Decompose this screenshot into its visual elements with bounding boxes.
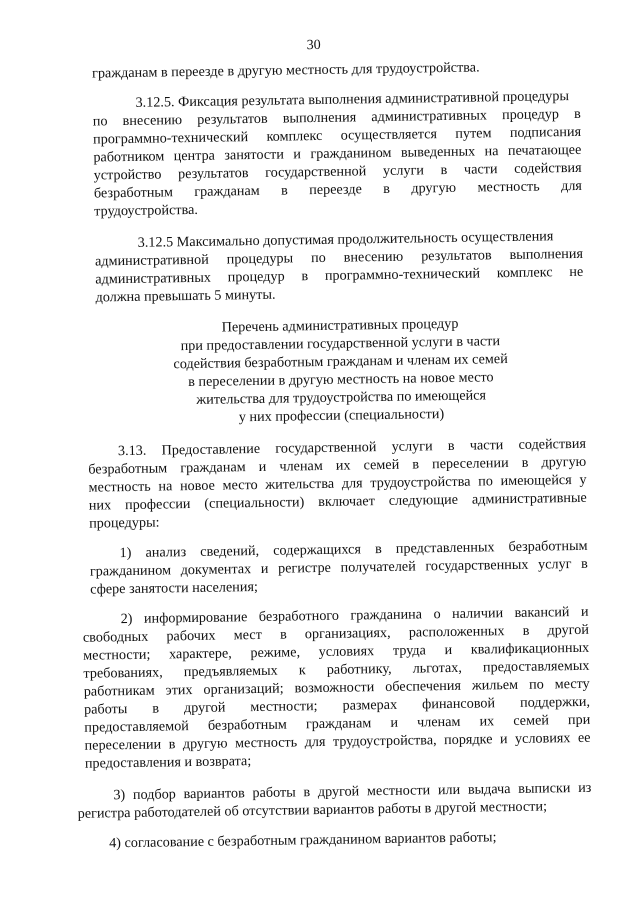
text-line: процедуры:: [89, 514, 160, 532]
text-line: безработным гражданам в переезде в другую местность для: [93, 177, 583, 202]
text-line: свободных рабочих мест в организациях, расположенных в другой: [82, 621, 589, 646]
text-line: должна превышать 5 минуты.: [95, 286, 276, 306]
text-line: гражданином документах и регистре получателей государственных услуг в: [89, 555, 588, 580]
text-line: предоставляемой безработным гражданам и членам их семей при: [84, 711, 591, 736]
text-line: административных процедур в программно-технический комплекс не: [95, 263, 584, 288]
text-line: работникам этих организаций; возможности обеспечения жильем по месту: [83, 675, 590, 700]
text-line: 3.12.5. Фиксация результата выполнения административной процедуры: [135, 88, 570, 111]
text-line: 2) информирование безработного гражданина о наличии вакансий и: [120, 603, 589, 628]
text-line: сфере занятости населения;: [90, 578, 258, 598]
heading-line: жительства для трудоустройства по имеющейся: [196, 387, 487, 408]
text-line: местности; характере, режиме, условиях труда и квалификационных: [83, 639, 590, 664]
text-line: регистра работодателей об отсутствии вариантов работы в другой местности;: [77, 798, 548, 822]
heading-line: в переселении в другую местность на новое место: [188, 369, 494, 391]
text-line: трудоустройства.: [94, 201, 198, 220]
text-line: местность на новое место жительства для трудоустройства по имеющейся у: [88, 471, 587, 496]
text-line: переселении в другую местность для трудоустройства, порядке и условиях ее: [84, 729, 591, 754]
text-line: гражданам в переезде в другую местность для трудоустройства.: [91, 59, 480, 82]
text-line: 1) анализ сведений, содержащихся в представленных безработным: [119, 537, 588, 562]
heading-line: Перечень административных процедур: [221, 315, 459, 336]
heading-line: при предоставлении государственной услуги в части: [180, 333, 501, 355]
heading-line: содействия безработным гражданам и членам их семей: [173, 351, 508, 373]
text-line: предоставления и возврата;: [84, 753, 252, 772]
text-line: работником центра занятости и гражданином выведенных на печатающее: [93, 141, 582, 166]
page-number: 30: [306, 37, 321, 54]
text-line: 3.12.5 Максимально допустимая продолжительность осуществления: [137, 228, 554, 251]
text-line: них профессии (специальности) включает следующие административные: [88, 489, 587, 514]
text-line: программно-технический комплекс осуществляется путем подписания: [92, 123, 582, 148]
text-line: требованиях, предъявляемых к работнику, льготах, предоставляемых: [83, 657, 590, 682]
heading-line: у них профессии (специальности): [238, 406, 445, 426]
text-line: работы в другой местности; размерах финансовой поддержки,: [83, 693, 591, 718]
text-line: безработным гражданам и членам их семей в переселении в другую: [88, 453, 587, 478]
text-line: по внесению результатов выполнения административных процедур в: [92, 105, 581, 130]
text-line: 3) подбор вариантов работы в другой местности или выдача выписки из: [113, 779, 592, 804]
text-line: 4) согласование с безработным гражданином вариантов работы;: [109, 829, 497, 852]
text-line: 3.13. Предоставление государственной услуги в части содействия: [117, 435, 587, 460]
text-line: административной процедуры по внесению результатов выполнения: [94, 245, 584, 270]
text-line: устройство результатов государственной услуги в части содействия: [93, 159, 582, 184]
